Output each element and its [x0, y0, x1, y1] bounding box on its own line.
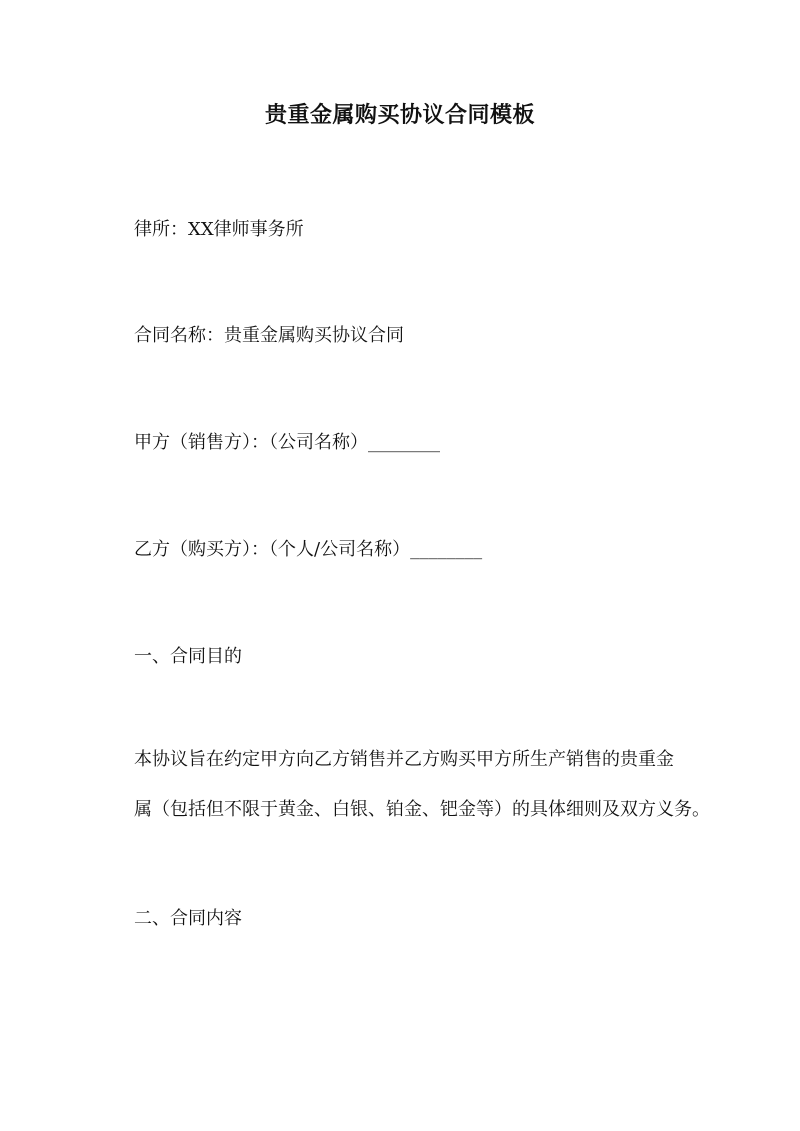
- section-1-heading: 一、合同目的: [134, 646, 242, 667]
- document-title: 贵重金属购买协议合同模板: [264, 102, 535, 128]
- law-firm-line: 律所：XX律师事务所: [134, 219, 304, 240]
- section-1-body-line-1: 本协议旨在约定甲方向乙方销售并乙方购买甲方所生产销售的贵重金: [134, 749, 674, 770]
- contract-name-line: 合同名称：贵重金属购买协议合同: [134, 325, 404, 346]
- section-1-body: [134, 735, 714, 835]
- section-1-body-line-2: 属（包括但不限于黄金、白银、铂金、钯金等）的具体细则及双方义务。: [134, 799, 710, 820]
- party-a-line: 甲方（销售方）：（公司名称）________: [134, 432, 440, 453]
- party-b-line: 乙方（购买方）：（个人/公司名称）________: [134, 539, 483, 560]
- section-2-heading: 二、合同内容: [134, 908, 242, 929]
